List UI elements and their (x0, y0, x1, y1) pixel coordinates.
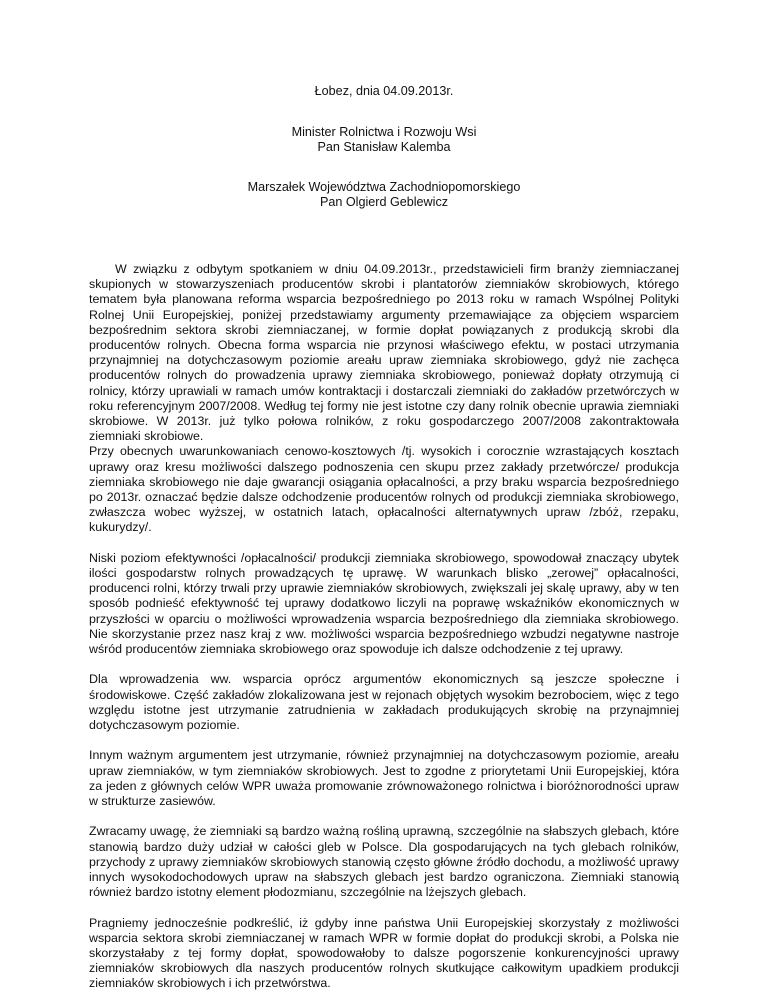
recipient-marshal (0, 180, 768, 210)
paragraph: Pragniemy jednocześnie podkreślić, iż gdyby inne państwa Unii Europejskiej skorzystały z możliwości wsparcia sektora skrobi ziemniaczanej w ramach WPR w formie dopłat do produkcji skrobi, a Polska nie skorzystałaby z tej formy dopłat, spowodowałoby to dalsze pogorszenie konkurencyjności uprawy ziemniaków skrobiowych dla naszych producentów rolnych skutkujące całkowitym upadkiem produkcji ziemniaków skrobiowych i ich przetwórstwa. (89, 915, 679, 991)
recipient-minister (0, 125, 768, 155)
paragraph: Zwracamy uwagę, że ziemniaki są bardzo ważną rośliną uprawną, szczególnie na słabszych glebach, które stanowią bardzo duży udział w całości gleb w Polsce. Dla gospodarujących na tych glebach rolników, przychody z uprawy ziemniaków skrobiowych stanowią często główne źródło dochodu, a możliwość uprawy innych wysokodochodowych upraw na słabszych glebach jest bardzo ograniczona. Ziemniaki stanowią również bardzo istotny element płodozmianu, szczególnie na lżejszych glebach. (89, 824, 679, 900)
paragraph: W związku z odbytym spotkaniem w dniu 04.09.2013r., przedstawicieli firm branży ziemniaczanej skupionych w stowarzyszeniach producentów skrobi i plantatorów ziemniaków skrobiowych, którego tematem była planowana reforma wsparcia bezpośredniego po 2013 roku w ramach Wspólnej Polityki Rolnej Unii Europejskiej, poniżej przedstawiamy argumenty przemawiające za objęciem wsparciem bezpośrednim sektora skrobi ziemniaczanej, w formie dopłat powiązanych z produkcją skrobi dla producentów rolnych. Obecna forma wsparcia nie przynosi właściwego efektu, w postaci utrzymania przynajmniej na dotychczasowym poziomie areału upraw ziemniaka skrobiowego, gdyż nie zachęca producentów rolnych do prowadzenia uprawy ziemniaka skrobiowego, ponieważ dopłaty otrzymują ci rolnicy, którzy uprawiali w ramach umów kontraktacji i dostarczali ziemniaki do zakładów przetwórczych w roku referencyjnym 2007/2008. Według tej formy nie jest istotne czy dany rolnik obecnie uprawia ziemniaki skrobiowe. W 2013r. już tylko połowa rolników, z roku gospodarczego 2007/2008 zakontraktowała ziemniaki skrobiowe. (89, 262, 679, 444)
recipient-title: Minister Rolnictwa i Rozwoju Wsi (291, 125, 477, 139)
date-line: Łobez, dnia 04.09.2013r. (314, 84, 454, 98)
letter-body (89, 262, 679, 1007)
paragraph: Dla wprowadzenia ww. wsparcia oprócz argumentów ekonomicznych są jeszcze społeczne i środowiskowe. Część zakładów zlokalizowana jest w rejonach objętych wysokim bezrobociem, więc z tego względu istotne jest utrzymanie zatrudnienia w zakładach produkujących skrobię na przynajmniej dotychczasowym poziomie. (89, 672, 679, 733)
paragraph: Przy obecnych uwarunkowaniach cenowo-kosztowych /tj. wysokich i corocznie wzrastających kosztach uprawy oraz kresu możliwości dalszego podnoszenia cen skupu przez zakłady przetwórcze/ produkcja ziemniaka skrobiowego nie daje gwarancji osiągania opłacalności, a przy braku wsparcia bezpośredniego po 2013r. oznaczać będzie dalsze odchodzenie producentów rolnych od produkcji ziemniaka skrobiowego, zwłaszcza wobec wyższej, w ostatnich latach, opłacalności alternatywnych upraw /zbóż, rzepaku, kukurydzy/. (89, 444, 679, 535)
paragraph: Innym ważnym argumentem jest utrzymanie, również przynajmniej na dotychczasowym poziomie, areału upraw ziemniaków, w tym ziemniaków skrobiowych. Jest to zgodne z priorytetami Unii Europejskiej, która za jeden z głównych celów WPR uważa promowanie zrównoważonego rolnictwa i bioróżnorodności upraw w strukturze zasiewów. (89, 748, 679, 809)
paragraph: Niski poziom efektywności /opłacalności/ produkcji ziemniaka skrobiowego, spowodował znaczący ubytek ilości gospodarstw rolnych prowadzących tę uprawę. W warunkach blisko „zerowej” opłacalności, producenci rolni, którzy trwali przy uprawie ziemniaków skrobiowych, zwiększali jej skalę uprawy, aby w ten sposób podnieść efektywność tej uprawy dodatkowo liczyli na poprawę wskaźników ekonomicznych w przyszłości w oparciu o możliwości wprowadzenia wsparcia bezpośredniego dla ziemniaka skrobiowego. Nie skorzystanie przez nasz kraj z ww. możliwości wsparcia bezpośredniego wzbudzi negatywne nastroje wśród producentów ziemniaka skrobiowego oraz spowoduje ich dalsze odchodzenie z tej uprawy. (89, 550, 679, 657)
recipient-title: Marszałek Województwa Zachodniopomorskiego (247, 180, 521, 194)
recipient-name: Pan Olgierd Geblewicz (319, 195, 449, 209)
recipient-name: Pan Stanisław Kalemba (317, 140, 451, 154)
